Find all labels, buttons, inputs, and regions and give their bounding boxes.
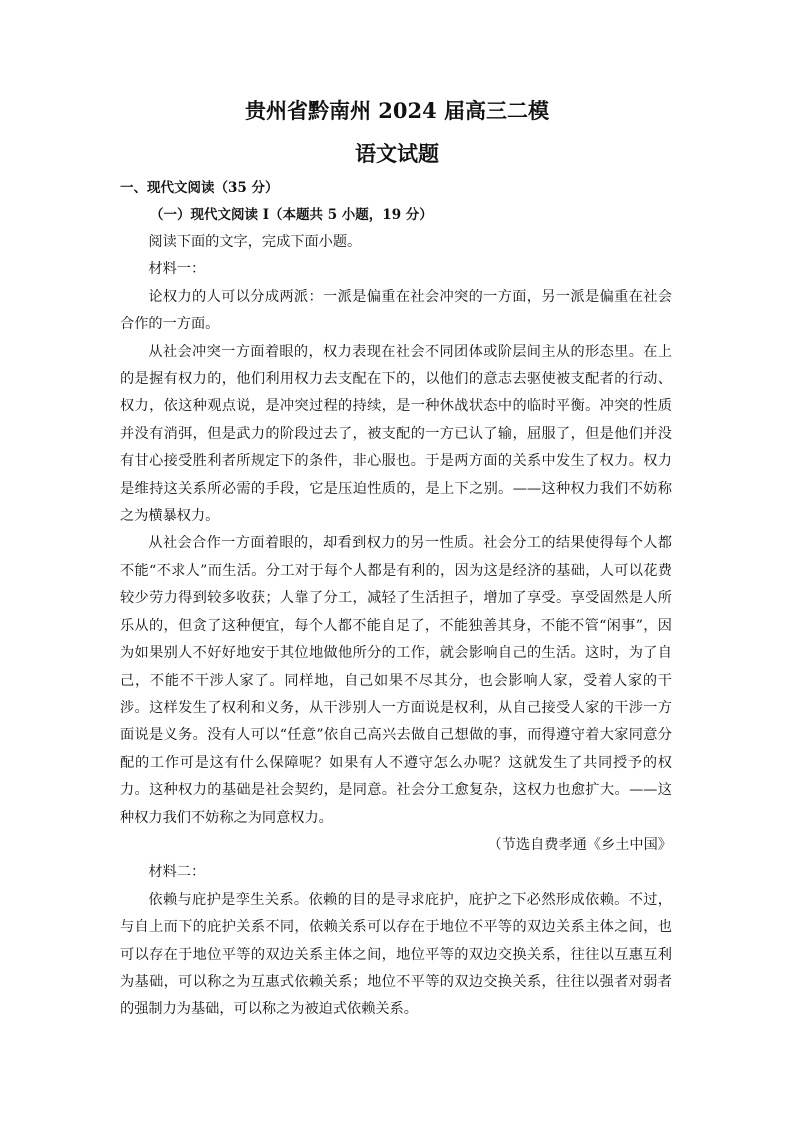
material-one-paragraph: 从社会冲突一方面着眼的，权力表现在社会不同团体或阶层间主从的形态里。在上的是握有权力的，他们利用权力去支配在下的，以他们的意志去驱使被支配者的行动、权力，依这种观点说，是冲突过程的持续，是一种休战状态中的临时平衡。冲突的性质并没有消弭，但是武力的阶段过去了，被支配的一方已认了输，屈服了，但是他们并没有甘心接受胜利者所规定下的条件，非心服也。于是两方面的关系中发生了权力。权力是维持这关系所必需的手段，它是压迫性质的，是上下之别。——这种权力我们不妨称之为横暴权力。 xyxy=(120,343,672,525)
material-one-label: 材料一： xyxy=(148,261,206,278)
document-subtitle: 语文试题 xyxy=(355,141,439,166)
material-one-source: （节选自费孝通《乡土中国》 xyxy=(487,836,672,853)
document-title: 贵州省黔南州 2024 届高三二模 xyxy=(244,98,550,123)
instruction-text: 阅读下面的文字，完成下面小题。 xyxy=(148,234,362,250)
material-one-paragraph: 从社会合作一方面着眼的，却看到权力的另一性质。社会分工的结果使得每个人都不能“不求人”而生活。分工对于每个人都是有利的，因为这是经济的基础，人可以花费较少劳力得到较多收获；人靠了分工，减轻了生活担子，增加了享受。享受固然是人所乐从的，但贪了这种便宜，每个人都不能自足了，不能独善其身，不能不管“闲事”，因为如果别人不好好地安于其位地做他所分的工作，就会影响自己的生活。这时，为了自己，不能不干涉人家了。同样地，自己如果不尽其分，也会影响人家，受着人家的干涉。这样发生了权利和义务，从干涉别人一方面说是权利，从自己接受人家的干涉一方面说是义务。没有人可以“任意”依自己高兴去做自己想做的事，而得遵守着大家同意分配的工作可是这有什么保障呢？如果有人不遵守怎么办呢？这就发生了共同授予的权力。这种权力的基础是社会契约，是同意。社会分工愈复杂，这权力也愈扩大。——这种权力我们不妨称之为同意权力。 xyxy=(120,535,672,826)
material-two-paragraph: 依赖与庇护是孪生关系。依赖的目的是寻求庇护，庇护之下必然形成依赖。不过，与自上而下的庇护关系不同，依赖关系可以存在于地位不平等的双边关系主体之间，也可以存在于地位平等的双边关系主体之间，地位平等的双边交换关系，往往以互惠互利为基础，可以称之为互惠式依赖关系；地位不平等的双边交换关系，往往以强者对弱者的强制力为基础，可以称之为被迫式依赖关系。 xyxy=(120,891,672,1018)
material-one-paragraph: 论权力的人可以分成两派：一派是偏重在社会冲突的一方面，另一派是偏重在社会合作的一方面。 xyxy=(120,288,672,333)
section-heading: 一、现代文阅读（35 分） xyxy=(120,180,279,196)
subsection-heading: （一）现代文阅读 I（本题共 5 小题，19 分） xyxy=(150,207,433,223)
reading-passage xyxy=(120,229,672,1024)
material-two-label: 材料二： xyxy=(148,864,206,881)
